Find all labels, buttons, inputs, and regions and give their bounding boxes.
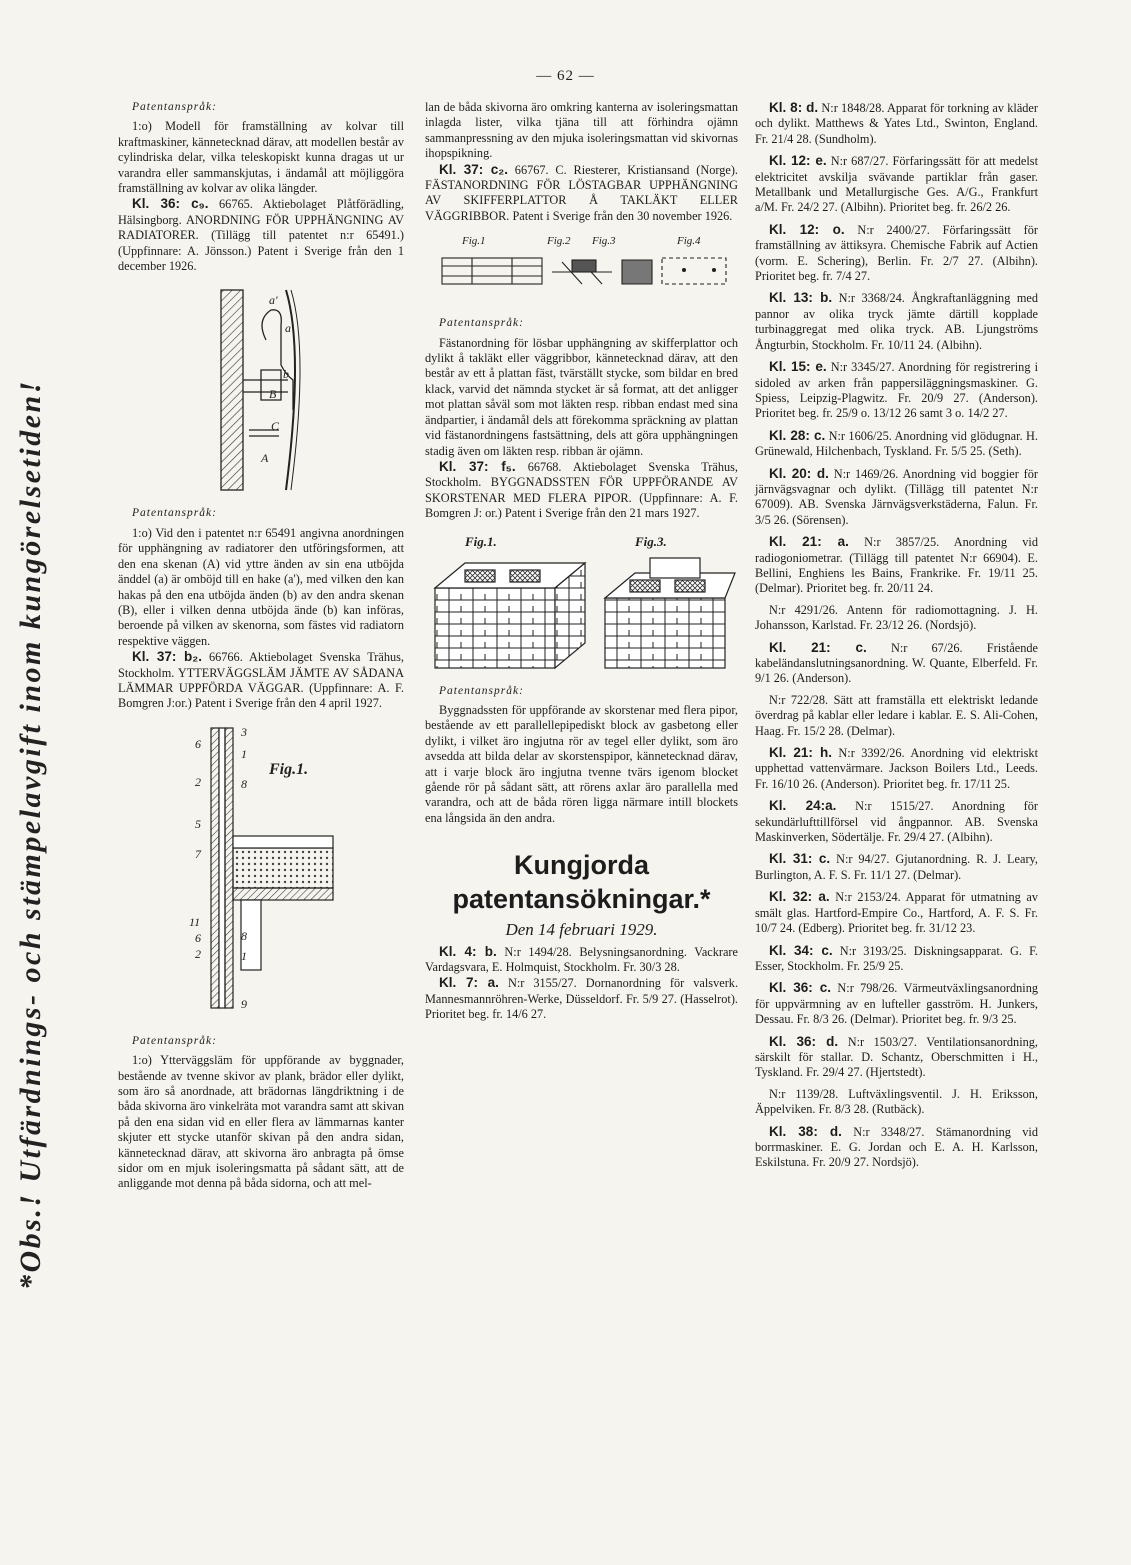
slate-fastening-figure (432, 230, 732, 310)
class-label: Kl. 24:a. (769, 798, 837, 814)
claim-text: Byggnadssten för uppförande av skorstenar med flera pipor, bestående av ett parallellepipediskt block av gasbetong eller dylikt, i vilket äro ingjutna rör av tegel eller dylikt, som äro avsedda att bilda delar av skorstenspipor, kännetecknad därav, att i varje block äro ingjutna tvenne tvärs igenom blocket gående rör på sådant sätt, att rörens axlar äro parallella med varandra, och att de båda rören ligga närmare intill blockets ena långsida än den andra. (425, 702, 738, 825)
side-notice: *Obs.! Utfärdnings- och stämpelavgift inom kungörelsetiden! (14, 379, 47, 1290)
entry-text: N:r 1469/26. Anordning vid boggier för järnvägsvagnar och dylikt. (Tillägg till patentet N:r 67009). AB. Svenska Järnvägsverkstäderna, Falun. Fr. 3/5 26. (Sörensen). (755, 466, 1038, 527)
entry-text: N:r 3345/27. Anordning för registrering i sidoled av arken från pappersiläggningsmaskiner. G. Spiess, Leipzig-Plagwitz. Fr. 20/9 27. (Anderson). Prioritet beg. fr. 25/9 o. 13/12 26 samt 3 o. 14/2 27. (755, 360, 1038, 421)
class-label: Kl. 37: b₂. (132, 649, 202, 665)
application-entry (755, 290, 1038, 353)
class-label: Kl. 21: h. (769, 745, 832, 761)
claim-text: 1:o) Vid den i patentet n:r 65491 angivna anordningen för upphängning av radiatorer den utföringsformen, att den ena skenan (A) vid yttre änden av sin ena utböjda änddel (a) är omböjd till en hake (a'), med vilken den kan hakas på den ena utböjda änden (b) av den andra skenan (B), eller i vilken denna utböjda ände (b) kan införas, beroende på vilken av skenorna, som fästes vid radiatorn respektive väggen. (118, 525, 404, 648)
fig-label: Fig.1 (461, 235, 486, 248)
fig-label: B (269, 387, 277, 402)
entry-text: 66765. Aktiebolaget Plåtförädling, Hälsingborg. ANORDNING FÖR UPPHÄNGNING AV RADIATORER. (Tillägg till patentet n:r 65491.) (Uppfinnare: A. Jönsson.) Patent i Sverige från den 1 december 1926. (118, 197, 404, 274)
radiator-hanger-figure (191, 280, 331, 500)
entry-text: N:r 687/27. Förfaringssätt för att medelst elektricitet avskilja svävande partiklar från gaser. Metallbank und Metallurgische Ges. A/G., Frankfurt a/M. Fr. 24/2 27. (Albihn). Prioritet beg. fr. 26/2 26. (755, 154, 1038, 215)
entry-text: N:r 1515/27. Anordning för sekundärlufttillförsel vid ångpannor. AB. Svenska Maskinverken, Södertälje. Fr. 29/4 27. (Albihn). (755, 799, 1038, 845)
fig-label: b (283, 367, 289, 382)
chimney-block-figure (425, 528, 745, 678)
fig-label: a (285, 321, 291, 336)
entry-text: N:r 798/26. Värmeutväxlingsanordning för uppvärmning av en lufteller gasström. H. Junkers, Dessau. Fr. 8/3 26. (Delmar). Prioritet beg. fr. 9/3 25. (755, 981, 1039, 1027)
fig-label: 6 (195, 930, 201, 945)
application-entry (755, 1087, 1038, 1118)
fig-label: 2 (195, 946, 201, 961)
class-label: Kl. 36: c₉. (132, 196, 209, 212)
class-label: Kl. 4: b. (439, 943, 497, 959)
class-label: Kl. 37: f₅. (439, 458, 516, 474)
claim-heading: Patentanspråk: (132, 1034, 217, 1047)
application-entry (755, 153, 1038, 216)
entry-text: N:r 94/27. Gjutanordning. R. J. Leary, Burlington, A. F. S. Fr. 11/1 27. (Delmar). (755, 852, 1038, 882)
class-label: Kl. 7: a. (439, 975, 499, 991)
continued-text: lan de båda skivorna äro omkring kanterna av isoleringsmattan inlagda lister, vilka tjäna till att förhindra ojämn sammanpressning av den mjuka isoleringsmattan vid skivornas ihopspikning. (425, 100, 738, 161)
application-entry (755, 466, 1038, 529)
entry-text: N:r 3348/27. Stämanordning vid borrmaskiner. E. G. Jordan och E. A. H. Karlsson, Eskilstuna. Fr. 20/9 27. Nordsjö). (755, 1124, 1038, 1170)
entry-text: 66768. Aktiebolaget Svenska Trähus, Stockholm. BYGGNADSSTEN FÖR UPPFÖRANDE AV SKORSTENAR MED FLERA PIPOR. (Uppfinnare: A. F. Bomgren J: or.) Patent i Sverige från den 21 mars 1927. (425, 459, 739, 521)
column-2 (425, 100, 738, 1023)
class-label: Kl. 21: a. (769, 534, 849, 550)
class-label: Kl. 12: e. (769, 153, 827, 169)
class-label: Kl. 28: c. (769, 427, 826, 443)
claim-text: 1:o) Modell för framställning av kolvar till kraftmaskiner, kännetecknad därav, att modellen består av cylindriska delar, vilka teleskopiskt kunna dragas ut ur varandra eller sammanskjutas, i ändamål att möjliggöra framställning av kolvar av olika längder. (118, 119, 404, 196)
fig-label: 3 (241, 724, 247, 739)
fig-label: 9 (241, 996, 247, 1011)
entry-text: N:r 1848/28. Apparat för torkning av kläder och dylikt. Matthews & Yates Ltd., Swinton, England. Fr. 21/4 28. (Sundholm). (755, 101, 1038, 146)
entry-text: N:r 3368/24. Ångkraftanläggning med pannor av olika tryck jämte därtill kopplade turbinaggregat med olika tryck. AB. Ljungströms Ångturbin, Stockholm. Fr. 10/11 24. (Albihn). (755, 291, 1039, 352)
entry-text: N:r 67/26. Fristående kabeländanslutningsanordning. W. Quante, Elberfeld. Fr. 9/1 26. (Anderson). (755, 640, 1038, 686)
class-label: Kl. 8: d. (769, 100, 819, 115)
application-entry (755, 428, 1038, 460)
column-3 (755, 100, 1038, 1171)
claim-heading: Patentanspråk: (439, 684, 524, 697)
fig-label: 7 (195, 846, 201, 861)
entry-text: N:r 3155/27. Dornanordning för valsverk. Mannesmannröhren-Werke, Düsseldorf. Fr. 5/9 27. (Hasselrot). Prioritet beg. fr. 14/6 27. (425, 976, 739, 1022)
entry-text: 66767. C. Riesterer, Kristiansand (Norge). FÄSTANORDNING FÖR LÖSTAGBAR UPPHÄNGNING AV SKIFFERPLATTOR Å TAKLÄKT ELLER VÄGGRIBBOR. Patent i Sverige från den 30 november 1926. (425, 162, 738, 223)
class-label: Kl. 38: d. (769, 1123, 842, 1139)
figure-title: Fig.1. (269, 760, 309, 778)
patent-entry (425, 975, 738, 1022)
patent-entry (425, 944, 738, 976)
entry-text: N:r 1606/25. Anordning vid glödugnar. H. Grünewald, Hilchenbach, Tyskland. Fr. 5/5 25. (Seth). (755, 428, 1038, 459)
application-entry (755, 534, 1038, 597)
fig-label: 2 (195, 774, 201, 789)
class-label: Kl. 34: c. (769, 942, 833, 958)
fig-label: 8 (241, 776, 247, 791)
entry-text: N:r 2400/27. Förfaringssätt för framställning av ättiksyra. Chemische Fabrik auf Actien (vorm. E. Schering), Berlin. Fr. 2/7 27. (Albihn). Prioritet beg. fr. 7/4 27. (755, 222, 1039, 284)
fig-label: 5 (195, 816, 201, 831)
patent-entry (118, 649, 404, 712)
application-entry (755, 693, 1038, 739)
entry-text: N:r 4291/26. Antenn för radiomottagning. J. H. Johansson, Karlstad. Fr. 23/12 26. (Nordsjö). (755, 602, 1038, 633)
fig-label: Fig.2 (546, 235, 571, 248)
fig-label: 1 (241, 948, 247, 963)
claim-text: Fästanordning för lösbar upphängning av skifferplattor och dylikt å takläkt eller väggribbor, kännetecknad därav, att den består av ett å plattan fäst, tvärställt stycke, som bildar en bred klack, varvid det nämnda stycket är så format, att det anligger mot plattan såväl som mot läkten resp. ribban endast med sina ändpartier, i ändamål dels att förekomma spräckning av plattan vid fästanordningens fastsättning, dels att göra upphängningen stadig även om läkten resp. ribban är ojämn. (425, 335, 738, 458)
figure-title: Fig.3. (635, 533, 667, 549)
fig-label: a' (269, 293, 278, 308)
entry-text: N:r 1139/28. Luftväxlingsventil. J. H. Eriksson, Äppelviken. Fr. 8/3 28. (Rutbäck). (755, 1086, 1038, 1117)
fig-label: 6 (195, 736, 201, 751)
application-entry (755, 222, 1038, 285)
claim-text: 1:o) Ytterväggsläm för uppförande av byggnader, bestående av tvenne skivor av plank, brädor eller dylikt, som äro så anordnade, att brädornas längdriktning i de båda skivorna äro vinkelräta mot varandra samt att skivan på den ena sidan vid en eller flera av lämmarnas kanter skjuter ett stycke utanför skivan på den andra sidan, kännetecknad därav, att skivorna äro anbragta på ömse sidor om en mjuk isoleringsmatta på sådant sätt, att de anliggande mot denna på båda sidorna, och att mel- (118, 1053, 404, 1191)
application-entry (755, 798, 1038, 845)
entry-text: N:r 3193/25. Diskningsapparat. G. F. Esser, Stockholm. Fr. 25/9 25. (755, 943, 1038, 973)
section-date: Den 14 februari 1929. (505, 920, 658, 940)
claim-heading: Patentanspråk: (132, 507, 217, 520)
entry-text: N:r 2153/24. Apparat för utmatning av smält glas. Hartford-Empire Co., Hartford, A. F. S. Fr. 10/7 24. (Edberg). Prioritet beg. fr. 31/12 23. (755, 890, 1038, 936)
application-entry (755, 100, 1038, 147)
column-1 (118, 100, 404, 1192)
class-label: Kl. 21: c. (769, 639, 867, 655)
entry-text: N:r 3392/26. Anordning vid elektriskt upphettad vattenvärmare. Jackson Boilers Ltd., Leeds. Fr. 16/10 26. (Anderson). Prioritet beg. fr. 17/11 25. (755, 746, 1038, 791)
fig-label: 1 (241, 746, 247, 761)
fig-label: A (261, 451, 269, 466)
claim-heading: Patentanspråk: (439, 317, 524, 330)
entry-text: N:r 722/28. Sätt att framställa ett elektriskt ledande överdrag på kablar eller ledare i kablar. E. S. Ali-Cohen, Haag. Fr. 15/2 28. (Delmar). (755, 692, 1038, 738)
class-label: Kl. 32: a. (769, 889, 830, 905)
entry-text: N:r 1503/27. Ventilationsanordning, särskilt för stallar. D. Schantz, Oberschmitten i H., Tyskland. Fr. 29/4 27. (Hjertstedt). (755, 1034, 1038, 1080)
application-entry (755, 943, 1038, 975)
wall-section-figure (181, 718, 341, 1028)
class-label: Kl. 36: c. (769, 980, 832, 996)
fig-label: C (271, 419, 280, 434)
class-label: Kl. 20: d. (769, 465, 829, 481)
fig-label: 11 (189, 914, 201, 929)
entry-text: N:r 3857/25. Anordning vid radiogoniometrar. (Tillägg till patentet N:r 66904). E. Bellini, Enghiens les Bains, Frankrike. Fr. 19/11 25. (Delmar). Prioritet beg. fr. 20/11 24. (755, 535, 1039, 596)
class-label: Kl. 15: e. (769, 359, 827, 375)
entry-text: N:r 1494/28. Belysningsanordning. Vackrare Vardagsvara, E. Holmquist, Stockholm. Fr. 30/3 28. (425, 944, 738, 974)
patent-entry (118, 196, 404, 274)
class-label: Kl. 12: o. (769, 221, 845, 237)
entry-text: 66766. Aktiebolaget Svenska Trähus, Stockholm. YTTERVÄGGSLÄM JÄMTE AV SÅDANA LÄMMAR UPPFÖRDA VÄGGAR. (Uppfinnare: A. F. Bomgren J:or.) Patent i Sverige från den 4 april 1927. (118, 650, 404, 711)
patent-entry (425, 162, 738, 225)
application-entry (755, 603, 1038, 634)
class-label: Kl. 13: b. (769, 290, 833, 306)
figure-title: Fig.1. (465, 533, 497, 549)
class-label: Kl. 36: d. (769, 1033, 839, 1049)
application-entry (755, 1034, 1038, 1081)
application-entry (755, 851, 1038, 883)
page-number: — 62 — (536, 68, 595, 84)
application-entry (755, 745, 1038, 792)
claim-heading: Patentanspråk: (132, 101, 217, 113)
application-entry (755, 1124, 1038, 1171)
patent-entry (425, 459, 738, 522)
fig-label: 8 (241, 928, 247, 943)
class-label: Kl. 37: c₂. (439, 161, 508, 177)
section-heading: Kungjorda patentansökningar.* (452, 850, 711, 915)
application-entry (755, 359, 1038, 422)
class-label: Kl. 31: c. (769, 851, 831, 867)
fig-label: Fig.3 (591, 235, 616, 248)
application-entry (755, 889, 1038, 936)
application-entry (755, 640, 1038, 687)
fig-label: Fig.4 (676, 235, 701, 248)
application-entry (755, 980, 1038, 1027)
